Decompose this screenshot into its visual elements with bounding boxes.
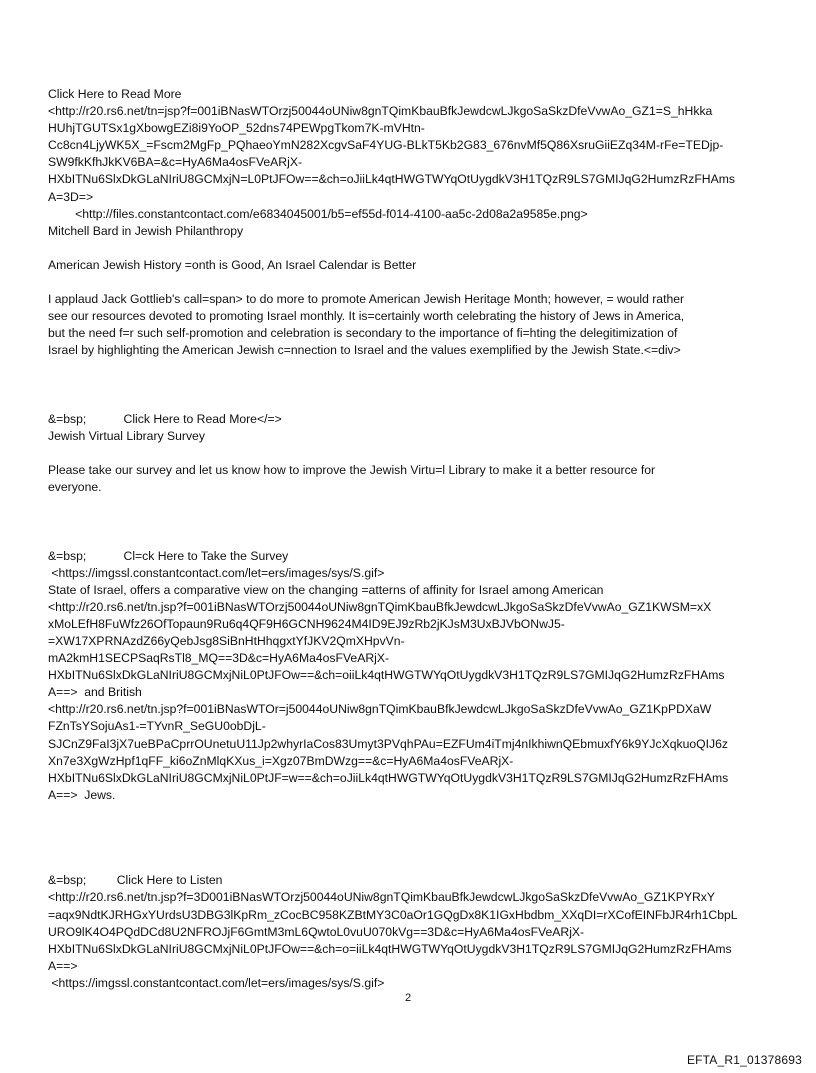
page-number: 2	[404, 992, 412, 1004]
gif-url-line[interactable]: <https://imgssl.constantcontact.com/let=ers/images/sys/S.gif>	[48, 975, 385, 990]
read-more-link[interactable]: &=bsp; Click Here to Read More</=>	[48, 411, 282, 426]
listen-link[interactable]: &=bsp; Click Here to Listen	[48, 873, 223, 888]
url-line[interactable]: SW9fkKfhJkKV6BA=&c=HyA6Ma4osFVeARjX-	[48, 155, 303, 170]
url-line[interactable]: Xn7e3XgWzHpf1qFF_ki6oZnMlqKXus_i=Xgz07BmDWzg==&c=HyA6Ma4osFVeARjX-	[48, 753, 514, 768]
gif-url-line[interactable]: <https://imgssl.constantcontact.com/let=ers/images/sys/S.gif>	[48, 565, 385, 580]
url-line[interactable]: URO9lK4O4PQdDCd8U2NFROJjF6GmtM3mL6QwtoL0vuU070kVg==3D&c=HyA6Ma4osFVeARjX-	[48, 924, 585, 939]
url-line[interactable]: HXbITNu6SlxDkGLaNIriU8GCMxjNiL0PtJF=w==&ch=oJiiLk4qtHWGTWYqOtUygdkV3H1TQzR9LS7GMIJqG2HumzRzFHAms	[48, 770, 729, 785]
article-title: American Jewish History =onth is Good, An Israel Calendar is Better	[48, 257, 417, 272]
document-page	[48, 86, 772, 992]
survey-title: Jewish Virtual Library Survey	[48, 428, 205, 443]
url-line[interactable]: HXbITNu6SlxDkGLaNIriU8GCMxjN=L0PtJFOw==&ch=oJiiLk4qtHWGTWYqOtUygdkV3H1TQzR9LS7GMIJqG2HumzRzFHAms	[48, 172, 735, 187]
url-line[interactable]: xMoLEfH8FuWfz26OfTopaun9Ru6q4QF9H6GCNH9624M4ID9EJ9zRb2jKJsM3UxBJVbONwJ5-	[48, 616, 565, 631]
document-id: EFTA_R1_01378693	[686, 1053, 802, 1067]
url-line[interactable]: A==> Jews.	[48, 787, 116, 802]
survey-text-line: everyone.	[48, 480, 102, 495]
url-line[interactable]: A=3D=>	[48, 189, 94, 204]
survey-text-line: Please take our survey and let us know how to improve the Jewish Virtu=l Library to make it a better resource for	[48, 463, 656, 478]
url-line[interactable]: HXbITNu6SlxDkGLaNIriU8GCMxjNiL0PtJFOw==&ch=o=iiLk4qtHWGTWYqOtUygdkV3H1TQzR9LS7GMIJqG2HumzRzFHAms	[48, 941, 732, 956]
url-line[interactable]: <http://r20.rs6.net/tn.jsp?f=3D001iBNasWTOrzj50044oUNiw8gnTQimKbauBfkJewdcwLJkgoSaSkzDfeVvwAo_GZ1KPYRxY	[48, 890, 716, 905]
url-line[interactable]: mA2kmH1SECPSaqRsTl8_MQ==3D&c=HyA6Ma4osFVeARjX-	[48, 651, 390, 666]
url-line[interactable]: Cc8cn4LjyWK5X_=Fscm2MgFp_PQhaeoYmN282XcgvSaF4YUG-BLkT5Kb2G83_676nvMf5Q86XsruGiiEZq34M-rFe=TEDjp-	[48, 138, 724, 153]
url-line[interactable]: =XW17XPRNAzdZ66yQebJsg8SiBnHtHhqgxtYfJKV2QmXHpvVn-	[48, 634, 405, 648]
url-line[interactable]: A==> and British	[48, 685, 142, 700]
url-line[interactable]: =aqx9NdtKJRHGxYUrdsU3DBG3lKpRm_zCocBC958KZBtMY3C0aOr1GQgDx8K1IGxHbdbm_XXqDI=rXCofEINFbJR4rh1CbpL	[48, 907, 738, 922]
article-body-line: I applaud Jack Gottlieb's call=span> to do more to promote American Jewish Heritage Month; however, = would rather	[48, 292, 685, 307]
text-line: State of Israel, offers a comparative view on the changing =atterns of affinity for Israel among American	[48, 582, 604, 597]
url-line[interactable]: <http://r20.rs6.net/tn.jsp?f=001iBNasWTOr=j50044oUNiw8gnTQimKbauBfkJewdcwLJkgoSaSkzDfeVvwAo_GZ1KpPDXaW	[48, 702, 712, 717]
url-line[interactable]: <http://r20.rs6.net/tn.jsp?f=001iBNasWTOrzj50044oUNiw8gnTQimKbauBfkJewdcwLJkgoSaSkzDfeVvwAo_GZ1KWSM=xX	[48, 599, 712, 614]
read-more-link[interactable]: Click Here to Read More	[48, 87, 182, 101]
url-line[interactable]: SJCnZ9FaI3jX7ueBPaCprrOUnetuU11Jp2whyrIaCos83Umyt3PVqhPAu=EZFUm4iTmj4nIkhiwnQEbmuxfY6k9YJcXqkuoQIJ6z	[48, 736, 728, 751]
url-line[interactable]: FZnTsYSojuAs1-=TYvnR_SeGU0obDjL-	[48, 719, 266, 734]
url-line[interactable]: A==>	[48, 958, 78, 973]
url-line[interactable]: <http://r20.rs6.net/tn=jsp?f=001iBNasWTOrzj50044oUNiw8gnTQimKbauBfkJewdcwLJkgoSaSkzDfeVvwAo_GZ1=S_hHkka	[48, 104, 713, 119]
take-survey-link[interactable]: &=bsp; Cl=ck Here to Take the Survey	[48, 548, 289, 563]
byline: Mitchell Bard in Jewish Philanthropy	[48, 223, 244, 238]
article-body-line: see our resources devoted to promoting Israel monthly. It is=certainly worth celebrating the history of Jews in America,	[48, 309, 685, 324]
image-url-line[interactable]: <http://files.constantcontact.com/e6834045001/b5=ef55d-f014-4100-aa5c-2d08a2a9585e.png>	[48, 206, 588, 221]
article-body-line: but the need f=r such self-promotion and celebration is secondary to the importance of fi=hting the delegitimization of	[48, 326, 678, 341]
url-line[interactable]: HXbITNu6SlxDkGLaNIriU8GCMxjNiL0PtJFOw==&ch=oiiLk4qtHWGTWYqOtUygdkV3H1TQzR9LS7GMIJqG2HumzRzFHAms	[48, 668, 725, 683]
article-body-line: Israel by highlighting the American Jewish c=nnection to Israel and the values exemplified by the Jewish State.<=div>	[48, 343, 681, 358]
url-line[interactable]: HUhjTGUTSx1gXbowgEZi8i9YoOP_52dns74PEWpgTkom7K-mVHtn-	[48, 121, 425, 136]
